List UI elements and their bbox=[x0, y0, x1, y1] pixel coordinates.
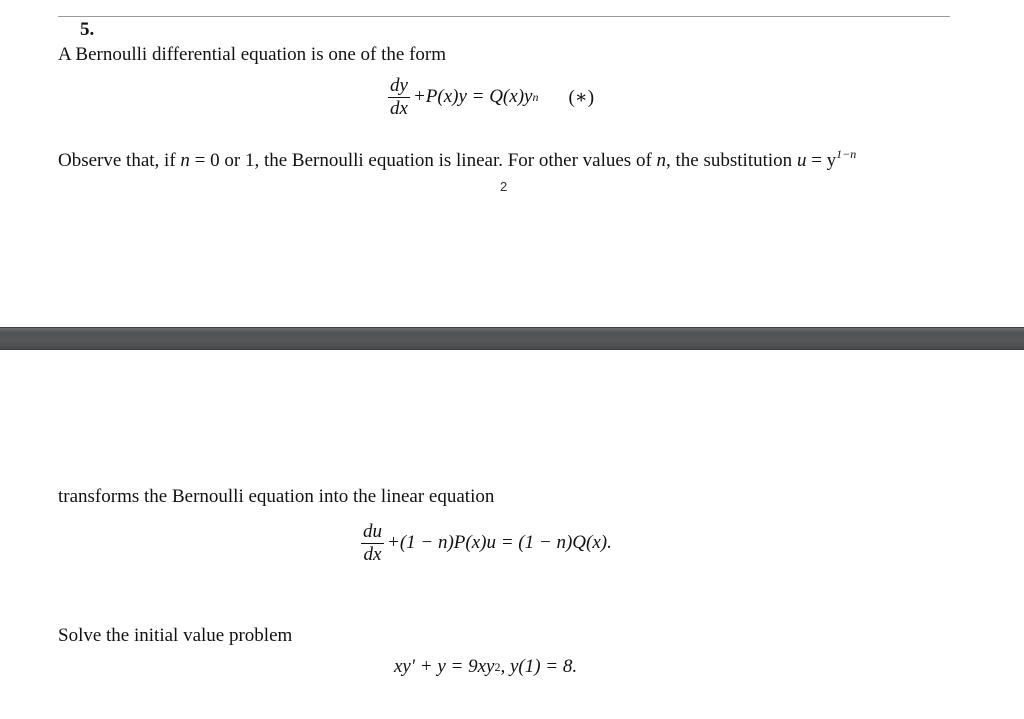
observe-n-2: n bbox=[656, 150, 667, 171]
observe-part-3: , the substitution bbox=[666, 150, 797, 171]
equation-rhs: +P(x)y = Q(x)y bbox=[412, 86, 533, 108]
ivp-lhs: xy′ + y = 9xy bbox=[394, 656, 495, 677]
observe-exponent: 1−n bbox=[836, 147, 857, 161]
fraction-numerator: dy bbox=[390, 75, 408, 96]
ivp-condition: , y(1) = 8. bbox=[500, 656, 578, 677]
top-rule bbox=[58, 16, 950, 17]
linear-equation bbox=[361, 522, 612, 565]
equation-tag: (∗) bbox=[568, 86, 595, 108]
fraction-denominator: dx bbox=[390, 97, 408, 119]
page-number: 2 bbox=[500, 179, 508, 194]
du-dx-fraction bbox=[361, 522, 384, 565]
observe-part-4: = y bbox=[806, 150, 837, 171]
initial-value-problem: xy′ + y = 9xy 2 , y(1) = 8. bbox=[394, 656, 578, 677]
page-break-bar bbox=[0, 327, 1024, 350]
observe-part-2: = 0 or 1, the Bernoulli equation is linear. For other values of bbox=[189, 150, 657, 171]
observe-n-1: n bbox=[180, 150, 190, 171]
fraction-denominator: dx bbox=[363, 543, 382, 565]
problem-number: 5. bbox=[80, 19, 95, 40]
solve-text: Solve the initial value problem bbox=[58, 625, 293, 646]
observe-text bbox=[58, 147, 857, 172]
intro-text: A Bernoulli differential equation is one of the form bbox=[58, 44, 446, 65]
observe-u: u bbox=[796, 150, 807, 171]
dy-dx-fraction bbox=[388, 76, 410, 119]
bernoulli-equation: $\frac{dy}{dx}$ +P(x)y = Q(x)y n (∗) bbox=[390, 75, 595, 119]
observe-part-1: Observe that, if bbox=[58, 150, 181, 171]
linear-equation-rhs: +(1 − n)P(x)u = (1 − n)Q(x). bbox=[387, 532, 612, 554]
transforms-text: transforms the Bernoulli equation into the linear equation bbox=[58, 486, 495, 507]
fraction-numerator: du bbox=[363, 521, 382, 542]
